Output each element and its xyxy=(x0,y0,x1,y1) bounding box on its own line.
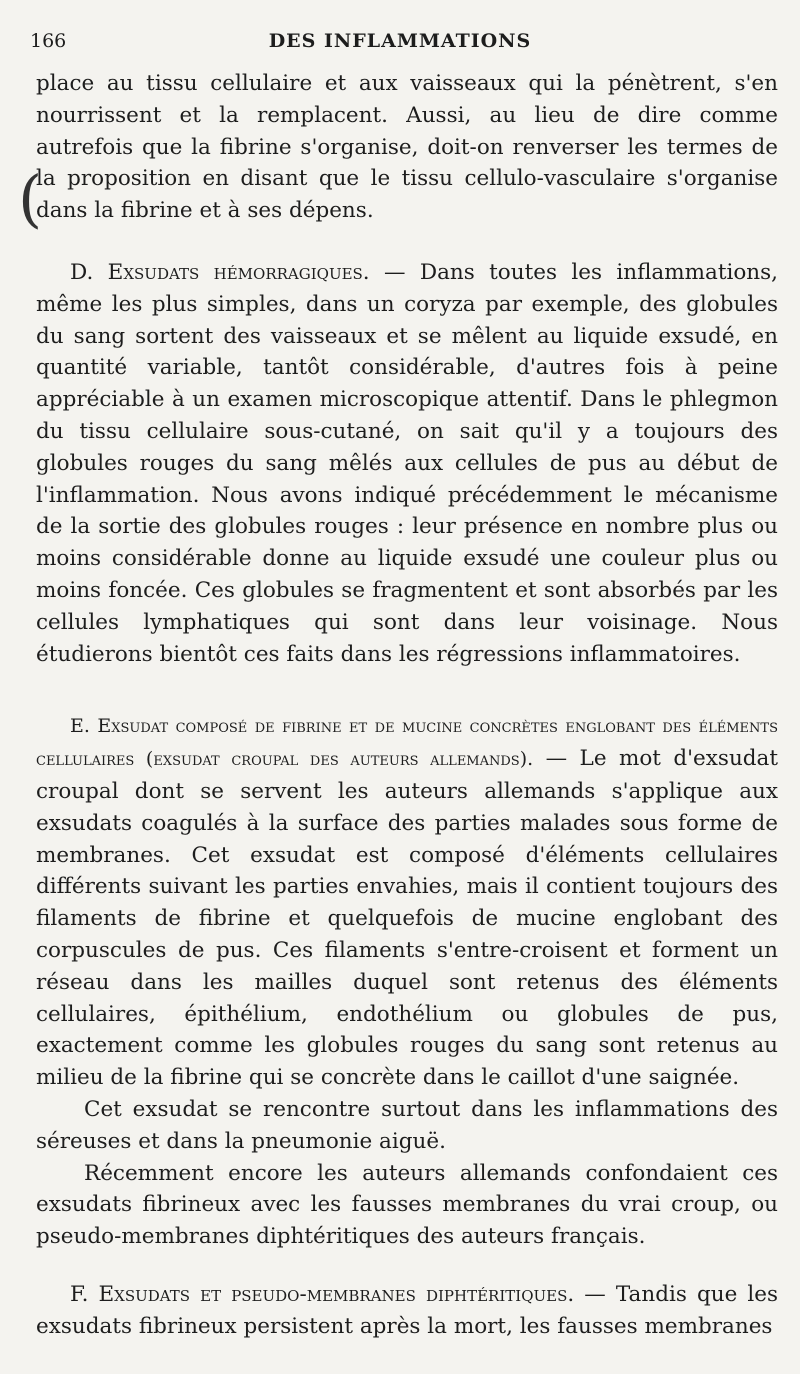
section-f-heading: F. Exsudats et pseudo-membranes diphtéritiques. xyxy=(70,1281,575,1307)
page-number: 166 xyxy=(30,30,67,52)
section-d-heading: D. Exsudats hémorragiques. xyxy=(70,259,370,285)
paragraph-f xyxy=(36,1279,778,1343)
section-f-text: Tandis que les exsudats fibrineux persistent après la mort, les fausses membranes xyxy=(36,1281,778,1339)
running-title: DES INFLAMMATIONS xyxy=(268,30,532,52)
section-e-heading: E. Exsudat composé de fibrine et de mucine concrètes englobant des éléments cellulaires (exsudat croupal des auteurs allemands). xyxy=(36,715,778,771)
paragraph-recemment: Récemment encore les auteurs allemands confondaient ces exsudats fibrineux avec les fausses membranes du vrai croup, ou pseudo-membranes diphtéritiques des auteurs français. xyxy=(36,1160,778,1250)
section-e-text: Le mot d'exsudat croupal dont se servent les auteurs allemands s'applique aux exsudats coagulés à la surface des parties malades sous forme de membranes. Cet exsudat est composé d'éléments cellulaires différents suivant les parties envahies, mais il contient toujours des filaments de fibrine et quelquefois de mucine englobant des corpuscules de pus. Ces filaments s'entre-croisent et forment un réseau dans les mailles duquel sont retenus des éléments cellulaires, épithélium, endothélium ou globules de pus, exactement comme les globules rouges du sang sont retenus au milieu de la fibrine qui se concrète dans le caillot d'une saignée. xyxy=(36,746,779,1091)
section-e-dash: — xyxy=(533,746,580,772)
body-text xyxy=(36,68,778,1342)
paragraph-e xyxy=(36,710,778,1094)
paragraph-continuation: place au tissu cellulaire et aux vaisseaux qui la pénètrent, s'en nourrissent et la remplacent. Aussi, au lieu de dire comme autrefois que la fibrine s'organise, doit-on renverser les termes de la proposition en disant que le tissu cellulo-vasculaire s'organise dans la fibrine et à ses dépens. xyxy=(36,71,778,224)
section-f-dash: — xyxy=(574,1281,616,1307)
page-header xyxy=(30,30,770,60)
section-d-text: Dans toutes les inflammations, même les plus simples, dans un coryza par exemple, des globules du sang sortent des vaisseaux et se mêlent au liquide exsudé, en quantité variable, tantôt considérable, d'autres fois à peine appréciable à un examen microscopique attentif. Dans le phlegmon du tissu cellulaire sous-cutané, on sait qu'il y a toujours des globules rouges du sang mêlés aux cellules de pus au début de l'inflammation. Nous avons indiqué précédemment le mécanisme de la sortie des globules rouges : leur présence en nombre plus ou moins considérable donne au liquide exsudé une couleur plus ou moins foncée. Ces globules se fragmentent et sont absorbés par les cellules lymphatiques qui sont dans leur voisinage. Nous étudierons bientôt ces faits dans les régressions inflammatoires. xyxy=(36,259,778,667)
paragraph-surtout: Cet exsudat se rencontre surtout dans les inflammations des séreuses et dans la pneumonie aiguë. xyxy=(36,1096,778,1154)
paragraph-d xyxy=(36,257,778,670)
margin-bracket: ( xyxy=(18,162,43,235)
section-d-dash: — xyxy=(369,259,420,285)
